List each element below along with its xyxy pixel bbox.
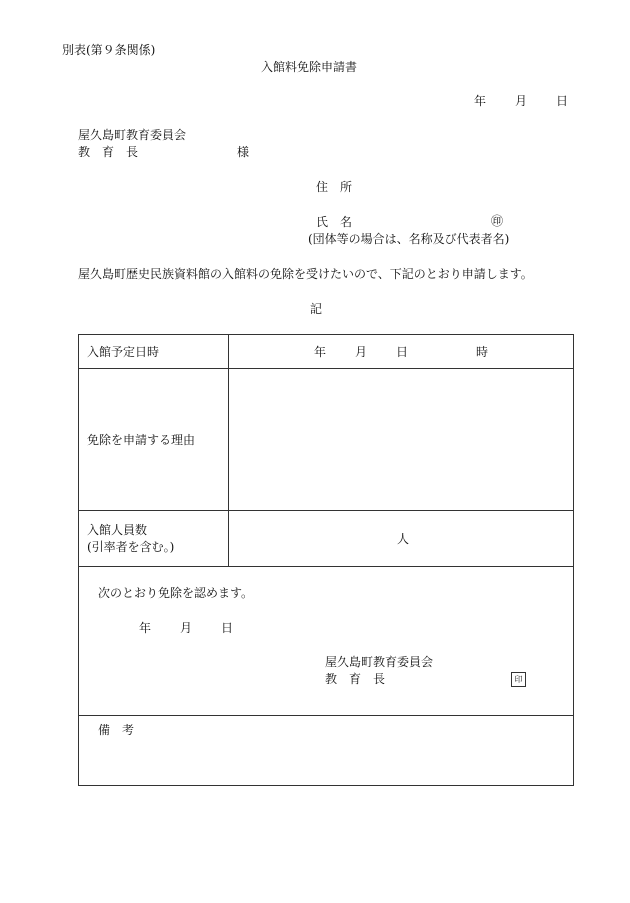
visit-date-month: 月	[355, 345, 368, 359]
visit-date-label: 入館予定日時	[79, 335, 229, 369]
remarks-field[interactable]	[79, 716, 574, 786]
visitors-field[interactable]	[229, 511, 574, 567]
visit-date-row	[79, 335, 574, 369]
remarks-label: 備 考	[98, 723, 135, 737]
visit-date-field[interactable]	[229, 335, 574, 369]
visitors-label: 入館人員数	[87, 522, 148, 537]
visit-date-year: 年	[314, 345, 327, 359]
approval-org: 屋久島町教育委員会	[325, 655, 434, 669]
submission-date-day: 日	[556, 94, 569, 108]
approval-year: 年	[139, 621, 152, 635]
approval-day: 日	[221, 621, 234, 635]
request-statement: 屋久島町歴史民族資料館の入館料の免除を受けたいので、下記のとおり申請します。	[78, 267, 533, 281]
address-label: 住 所	[316, 180, 353, 194]
application-table	[78, 334, 574, 786]
group-note: (団体等の場合は、名称及び代表者名)	[308, 232, 510, 246]
approval-position: 教 育 長	[325, 672, 386, 686]
remarks-row	[79, 716, 574, 786]
addressee-org: 屋久島町教育委員会	[78, 128, 187, 142]
reason-field[interactable]	[229, 369, 574, 511]
addressee-position: 教 育 長	[78, 145, 139, 159]
reason-row	[79, 369, 574, 511]
visitors-label-cell	[79, 511, 229, 567]
ki-heading: 記	[310, 302, 323, 316]
reason-label: 免除を申請する理由	[79, 369, 229, 511]
approval-section	[79, 567, 574, 716]
name-label: 氏 名	[316, 215, 353, 229]
table-reference: 別表(第９条関係)	[62, 43, 156, 57]
submission-date-year: 年	[474, 94, 487, 108]
form-title: 入館料免除申請書	[261, 60, 358, 74]
submission-date-month: 月	[515, 94, 528, 108]
visitors-unit: 人	[397, 532, 410, 546]
applicant-seal-mark: ㊞	[491, 214, 504, 228]
visit-date-hour: 時	[476, 345, 489, 359]
visitors-sublabel: (引率者を含む。)	[87, 539, 175, 554]
approval-month: 月	[180, 621, 193, 635]
approval-row	[79, 567, 574, 716]
approval-text: 次のとおり免除を認めます。	[98, 586, 254, 600]
approval-seal-icon: 印	[511, 672, 526, 687]
addressee-honorific: 様	[237, 145, 250, 159]
visitors-row	[79, 511, 574, 567]
visit-date-day: 日	[396, 345, 409, 359]
